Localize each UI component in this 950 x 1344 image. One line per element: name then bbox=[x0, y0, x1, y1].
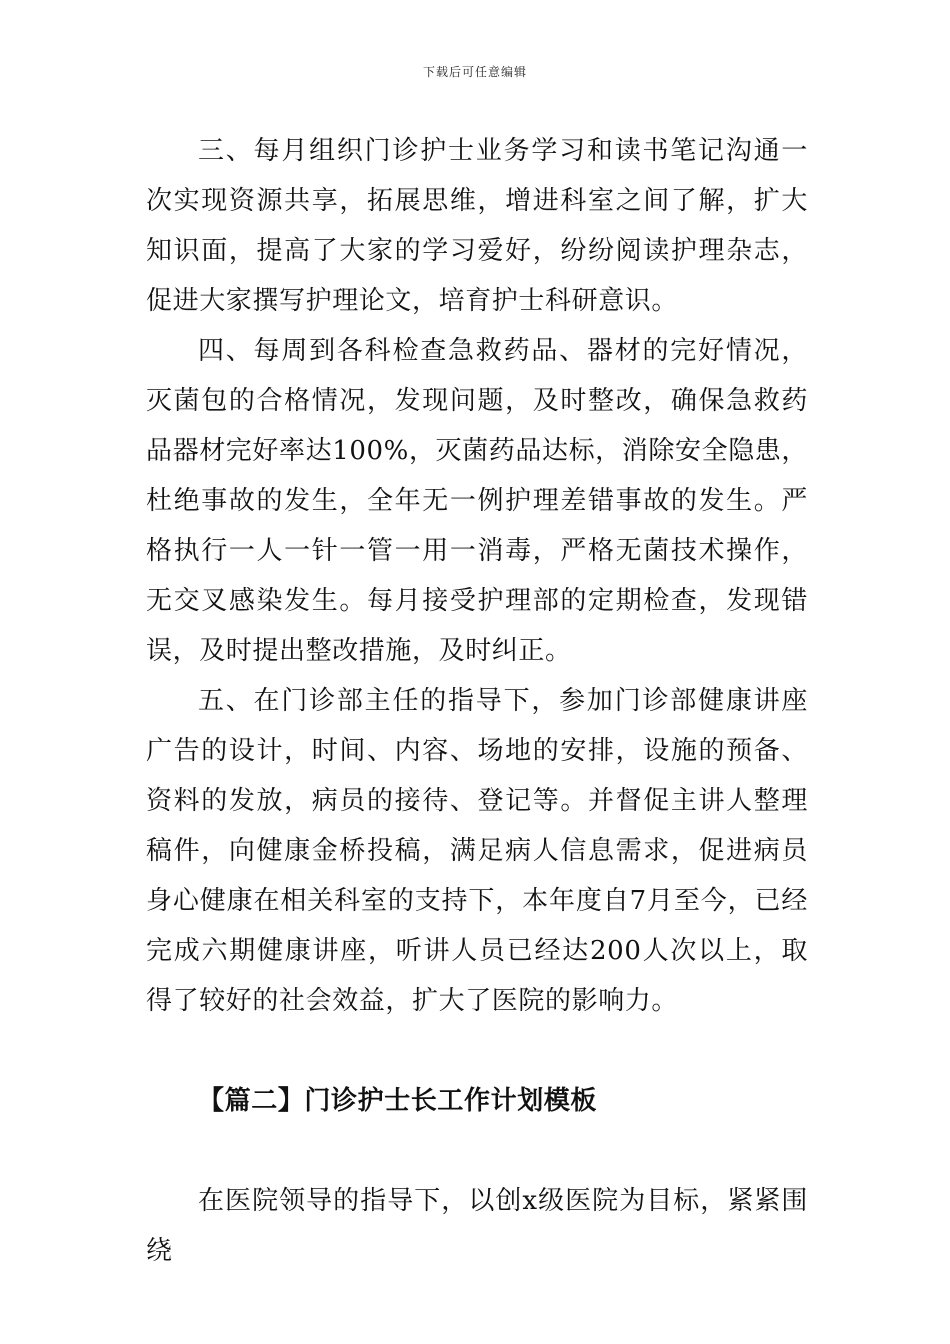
paragraph-4: 四、每周到各科检查急救药品、器材的完好情况，灭菌包的合格情况，发现问题，及时整改，确保急救药品器材完好率达100%，灭菌药品达标，消除安全隐患，杜绝事故的发生，全年无一例护理差错事故的发生。严格执行一人一针一管一用一消毒，严格无菌技术操作，无交叉感染发生。每月接受护理部的定期检查，发现错误，及时提出整改措施，及时纠正。 bbox=[146, 336, 808, 666]
paragraph-5: 五、在门诊部主任的指导下，参加门诊部健康讲座广告的设计，时间、内容、场地的安排，设施的预备、资料的发放，病员的接待、登记等。并督促主讲人整理稿件，向健康金桥投稿，满足病人信息需求，促进病员身心健康在相关科室的支持下，本年度自7月至今，已经完成六期健康讲座，听讲人员已经达200人次以上，取得了较好的社会效益，扩大了医院的影响力。 bbox=[146, 686, 808, 1016]
section-title: 【篇二】门诊护士长工作计划模板 bbox=[198, 1086, 598, 1116]
document-body bbox=[146, 126, 808, 1276]
page-header-note: 下载后可任意编辑 bbox=[422, 65, 527, 79]
paragraph-3: 三、每月组织门诊护士业务学习和读书笔记沟通一次实现资源共享，拓展思维，增进科室之间了解，扩大知识面，提高了大家的学习爱好，纷纷阅读护理杂志，促进大家撰写护理论文，培育护士科研意识。 bbox=[146, 136, 808, 316]
closing-paragraph: 在医院领导的指导下，以创x级医院为目标，紧紧围绕 bbox=[146, 1186, 808, 1266]
